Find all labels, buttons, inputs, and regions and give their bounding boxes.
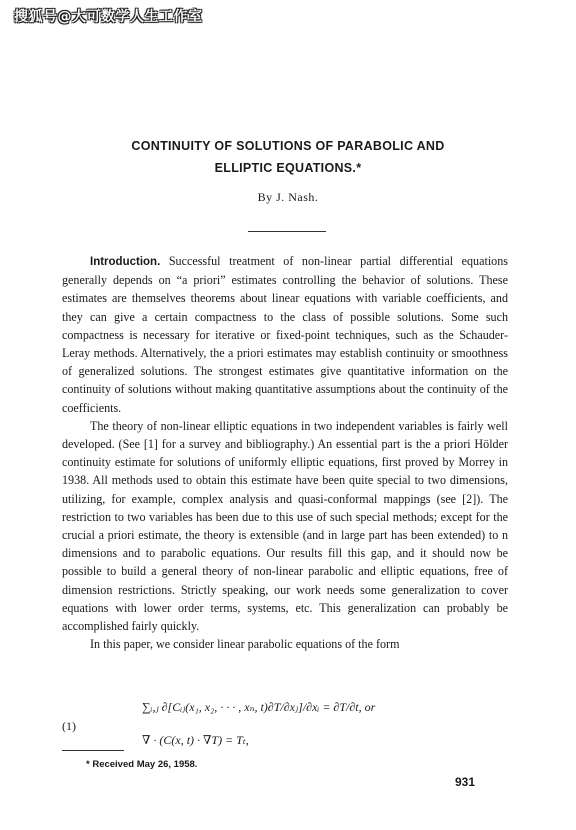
article-title [60, 135, 516, 179]
paragraph-3: In this paper, we consider linear parabolic equations of the form [90, 637, 400, 652]
title-line-2: ELLIPTIC EQUATIONS.* [214, 161, 362, 175]
intro-heading: Introduction. [90, 256, 161, 268]
page-number: 931 [455, 775, 476, 789]
author-divider [248, 231, 326, 232]
equation-number: (1) [62, 719, 76, 733]
article-body [62, 252, 508, 653]
watermark: 搜狐号@大可数学人生工作室 [14, 9, 203, 25]
footnote: * Received May 26, 1958. [86, 759, 198, 770]
equation-line-1: ∑ᵢ,ⱼ ∂[Cᵢⱼ(x₁, x₂, · · · , xₙ, t)∂T/∂xⱼ]/∂xᵢ = ∂T/∂t, or [142, 700, 376, 714]
paragraph-introduction [62, 252, 508, 417]
author-byline: By J. Nash. [257, 190, 319, 204]
equation-line-2: ∇ · (C(x, t) · ∇T) = Tₜ, [142, 733, 249, 747]
title-line-1: CONTINUITY OF SOLUTIONS OF PARABOLIC AND [131, 139, 445, 153]
paragraph-2: The theory of non-linear elliptic equations in two independent variables is fairly well developed. (See [1] for a survey and bibliography.) An essential part is the a priori Hölder continuity estimate for solutions of uniformly elliptic equations, first proved by Morrey in 1938. All methods used to obtain this estimate have been quite special to two dimensions, utilizing, for example, complex analysis and quasi-conformal mappings (see [2]). The restriction to two variables has been due to this use of such special methods; except for the crucial a priori estimate, the theory is extensible (and in large part has been extended) to n dimensions and to parabolic equations. Our results fill this gap, and it should now be possible to build a general theory of non-linear parabolic and elliptic equations, free of dimension restrictions. Strictly speaking, our work needs some generalization to cover equations with lower order terms, systems, etc. This generalization can probably be accomplished fairly quickly. [62, 418, 508, 634]
footnote-divider [62, 750, 124, 751]
paragraph-1-text: Successful treatment of non-linear partial differential equations generally depends on “a priori” estimates controlling the behavior of solutions. These estimates are themselves theorems about linear equations with variable coefficients, and they can give a certain compactness to the class of possible solutions. Some such compactness is necessary for iterative or fixed-point techniques, such as the Schauder-Leray methods. Alternatively, the a priori estimates may establish continuity or smoothness of generalized solutions. The strongest estimates give quantitative information on the continuity of solutions without making quantitative assumptions about the continuity of the coefficients. [62, 254, 508, 415]
